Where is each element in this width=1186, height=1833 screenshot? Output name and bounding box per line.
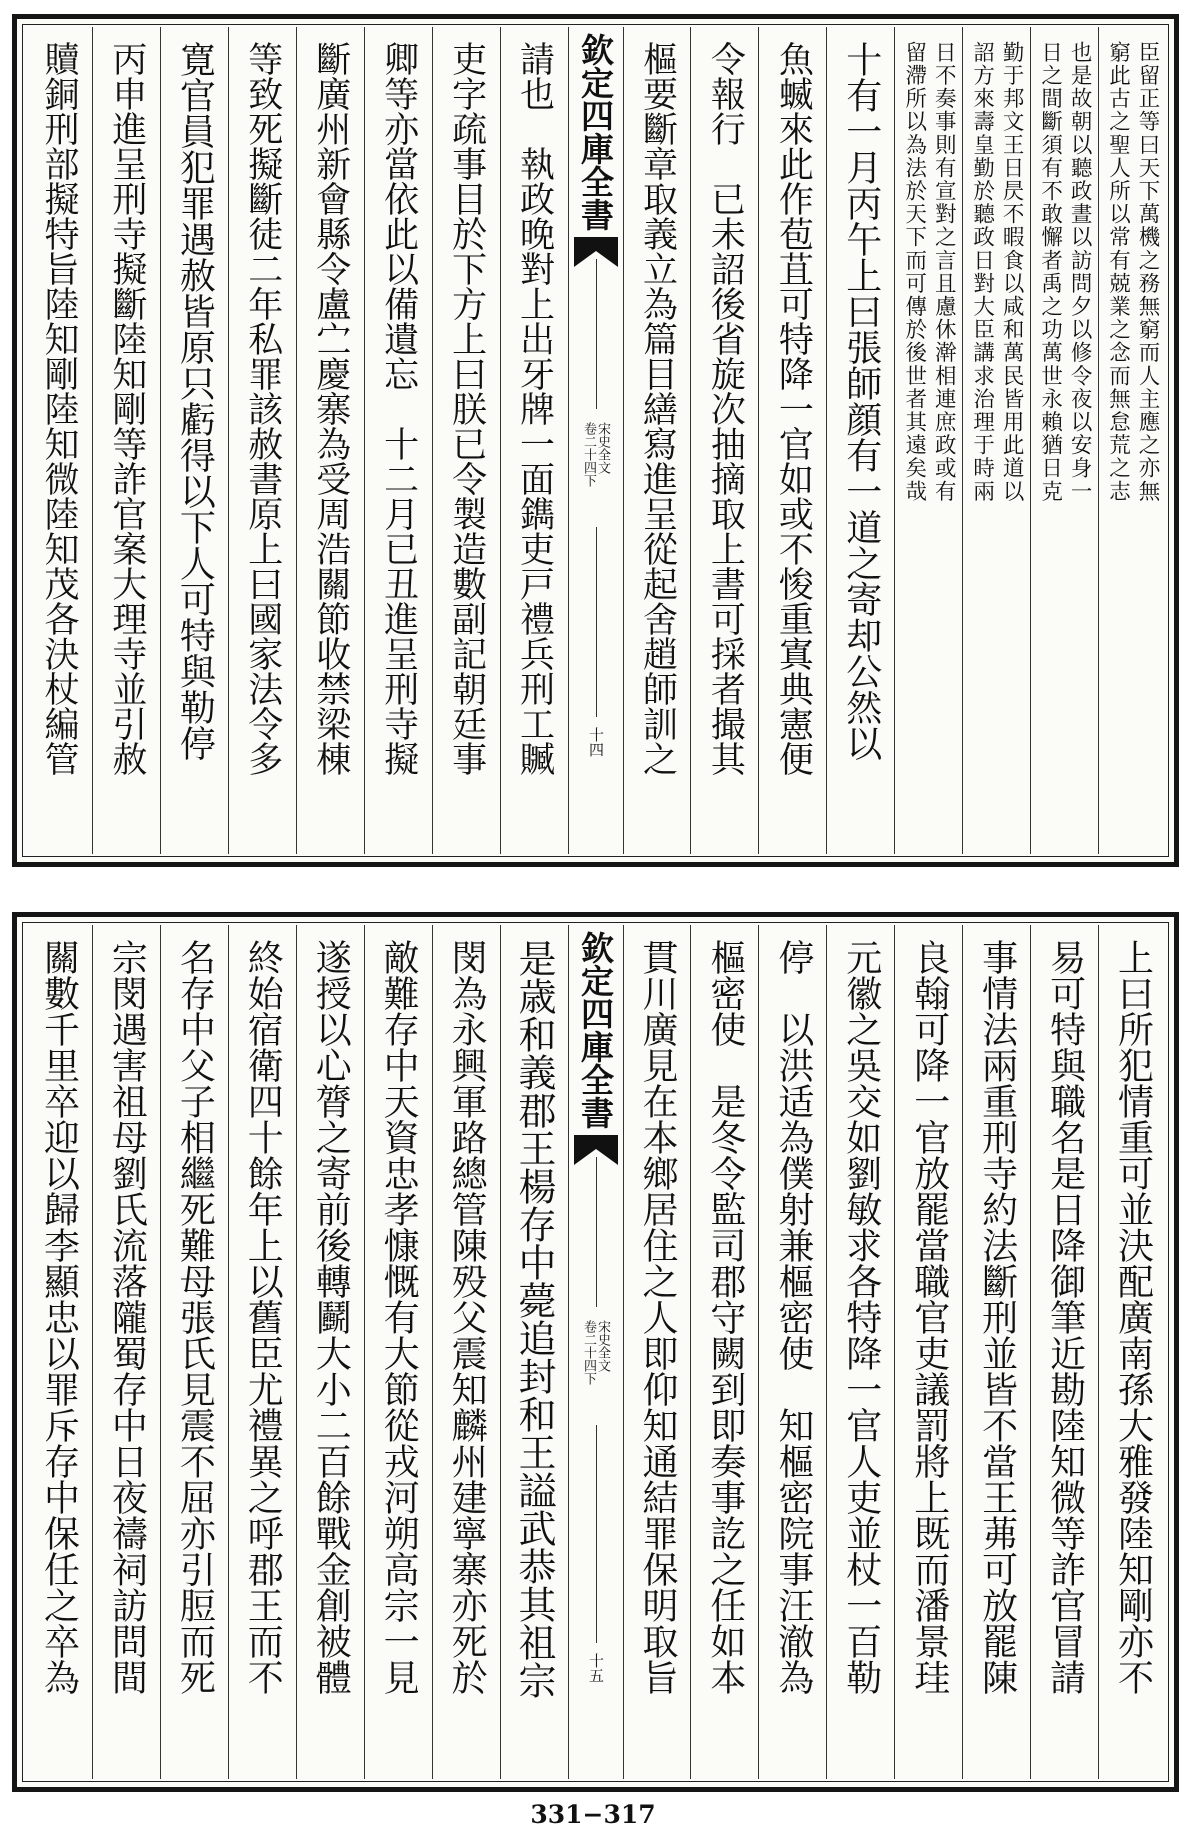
text-column <box>962 925 1030 1779</box>
text-line: 樞密使 是冬令監司郡守闕到即奏事訖之任如本 <box>704 939 746 1695</box>
text-line: 魚蝛來此作苞苴可特降一官如或不悛重寘典憲便 <box>773 41 814 776</box>
text-column <box>160 925 228 1779</box>
text-column <box>690 925 758 1779</box>
bottom-page-columns <box>25 925 1166 1779</box>
text-column <box>25 925 92 1779</box>
center-line <box>596 527 597 717</box>
note-column <box>1098 27 1166 854</box>
volume-label: 宋史全文 卷二十四下 <box>581 1320 610 1385</box>
book-title: 欽定四庫全書 <box>576 931 615 1129</box>
text-column <box>364 925 432 1779</box>
center-line <box>596 259 597 409</box>
text-line: 等致死擬斷徒二年私罪該赦書原上曰國家法令多 <box>242 41 283 776</box>
text-line: 寛官員犯罪遇赦皆原只虧得以下人可特與勒停 <box>174 41 216 761</box>
note-line: 也是故朝以聽政晝以訪問夕以修令夜以安身一 <box>1067 41 1093 503</box>
note-line: 日之間斷須有不敢懈者禹之功萬世永賴猶日克 <box>1037 41 1063 503</box>
text-column <box>1030 925 1098 1779</box>
volume-label: 宋史全文 卷二十四下 <box>581 422 610 487</box>
text-line: 閔為永興軍路總管陳殁父震知麟州建寧寨亦死於 <box>446 939 488 1695</box>
text-line: 敵難存中天資忠孝慷慨有大節從戎河朔高宗一見 <box>378 939 420 1695</box>
text-line: 是歳和義郡王楊存中薨追封和王謚武恭其祖宗 <box>512 939 557 1699</box>
text-line: 樞要斷章取義立為篇目繕寫進呈從起舍趙師訓之 <box>637 41 678 776</box>
bottom-page <box>12 912 1179 1792</box>
note-line: 窮此古之聖人所以常有兢業之念而無怠荒之志 <box>1105 41 1131 503</box>
text-column <box>25 27 92 854</box>
text-line: 良翰可降一官放罷當職官吏議罰將上既而潘景珪 <box>908 939 950 1695</box>
center-line <box>596 1425 597 1643</box>
folio-number: 十五 <box>587 1653 605 1683</box>
top-page-columns <box>25 27 1166 854</box>
text-line: 上曰所犯情重可並決配廣南孫大雅發陸知剛亦不 <box>1112 939 1154 1695</box>
text-column <box>432 27 500 854</box>
text-column <box>160 27 228 854</box>
text-line: 易可特與職名是日降御筆近勘陸知微等詐官冒請 <box>1044 939 1086 1695</box>
text-column <box>500 925 568 1779</box>
note-line: 日不奏事則有宣對之言且慮休澣相連庶政或有 <box>931 41 957 503</box>
text-line: 吏字疏事目於下方上曰朕已令製造數副記朝廷事 <box>446 41 487 776</box>
text-line: 宗閔遇害祖母劉氏流落隴蜀存中日夜禱祠訪問間 <box>106 939 148 1695</box>
center-line <box>596 1157 597 1307</box>
text-line: 令報行 已未詔後省旋次抽摘取上書可採者撮其 <box>705 41 746 776</box>
page-number: 331−317 <box>530 1800 656 1829</box>
text-line: 名存中父子相繼死難母張氏見震不屈亦引脰而死 <box>174 939 216 1695</box>
book-title: 欽定四庫全書 <box>576 33 615 231</box>
text-column <box>500 27 568 854</box>
text-column <box>364 27 432 854</box>
text-column <box>894 925 962 1779</box>
text-line: 十有一月丙午上曰張師顔有一道之寄却公然以 <box>840 41 882 761</box>
text-line: 關數千里卒迎以歸李顯忠以罪斥存中保任之卒為 <box>38 939 80 1695</box>
text-column <box>758 27 826 854</box>
text-line: 元徽之吳交如劉敏求各特降一官人吏並杖一百勒 <box>840 939 882 1695</box>
text-line: 丙申進呈刑寺擬斷陸知剛等詐官案大理寺並引赦 <box>106 41 147 776</box>
text-column <box>92 27 160 854</box>
note-line: 詔方來壽皇勤於聽政日對大臣講求治理于時兩 <box>969 41 995 503</box>
text-line: 遂授以心膂之寄前後轉鬬大小二百餘戰金創被體 <box>310 939 352 1695</box>
text-column <box>432 925 500 1779</box>
text-column <box>228 925 296 1779</box>
text-column <box>1098 925 1166 1779</box>
text-column <box>623 925 691 1779</box>
top-page <box>12 14 1179 867</box>
folio-number: 十四 <box>587 727 605 757</box>
text-column <box>758 925 826 1779</box>
note-line: 臣留正等曰天下萬機之務無窮而人主應之亦無 <box>1135 41 1161 503</box>
note-column <box>1030 27 1098 854</box>
text-line: 請也 執政晚對上出牙牌一面鐫吏戸禮兵刑工贓 <box>514 41 555 776</box>
text-line: 事情法兩重刑寺約法斷刑並皆不當王茀可放罷陳 <box>976 939 1018 1695</box>
note-column <box>894 27 962 854</box>
text-column <box>690 27 758 854</box>
center-margin <box>568 27 623 854</box>
text-line: 貫川廣見在本鄉居住之人即仰知通結罪保明取旨 <box>636 939 678 1695</box>
note-column <box>962 27 1030 854</box>
text-line: 卿等亦當依此以備遺忘 十二月已丑進呈刑寺擬 <box>378 41 419 776</box>
text-line: 停 以洪适為僕射兼樞密使 知樞密院事汪澈為 <box>772 939 814 1695</box>
text-line: 終始宿衛四十餘年上以舊臣尤禮異之呼郡王而不 <box>242 939 284 1695</box>
center-margin <box>568 925 623 1779</box>
text-line: 贖銅刑部擬特旨陸知剛陸知微陸知茂各決杖編管 <box>38 41 79 776</box>
text-column <box>92 925 160 1779</box>
text-line: 斷廣州新會縣令盧㝉慶寨為受周浩關節收禁梁棟 <box>310 41 351 776</box>
text-column <box>623 27 691 854</box>
text-column <box>826 925 894 1779</box>
text-column <box>826 27 894 854</box>
text-column <box>296 925 364 1779</box>
note-line: 勤于邦文王日昃不暇食以咸和萬民皆用此道以 <box>999 41 1025 503</box>
note-line: 留滯所以為法於天下而可傳於後世者其遠矣哉 <box>901 41 927 503</box>
text-column <box>228 27 296 854</box>
text-column <box>296 27 364 854</box>
